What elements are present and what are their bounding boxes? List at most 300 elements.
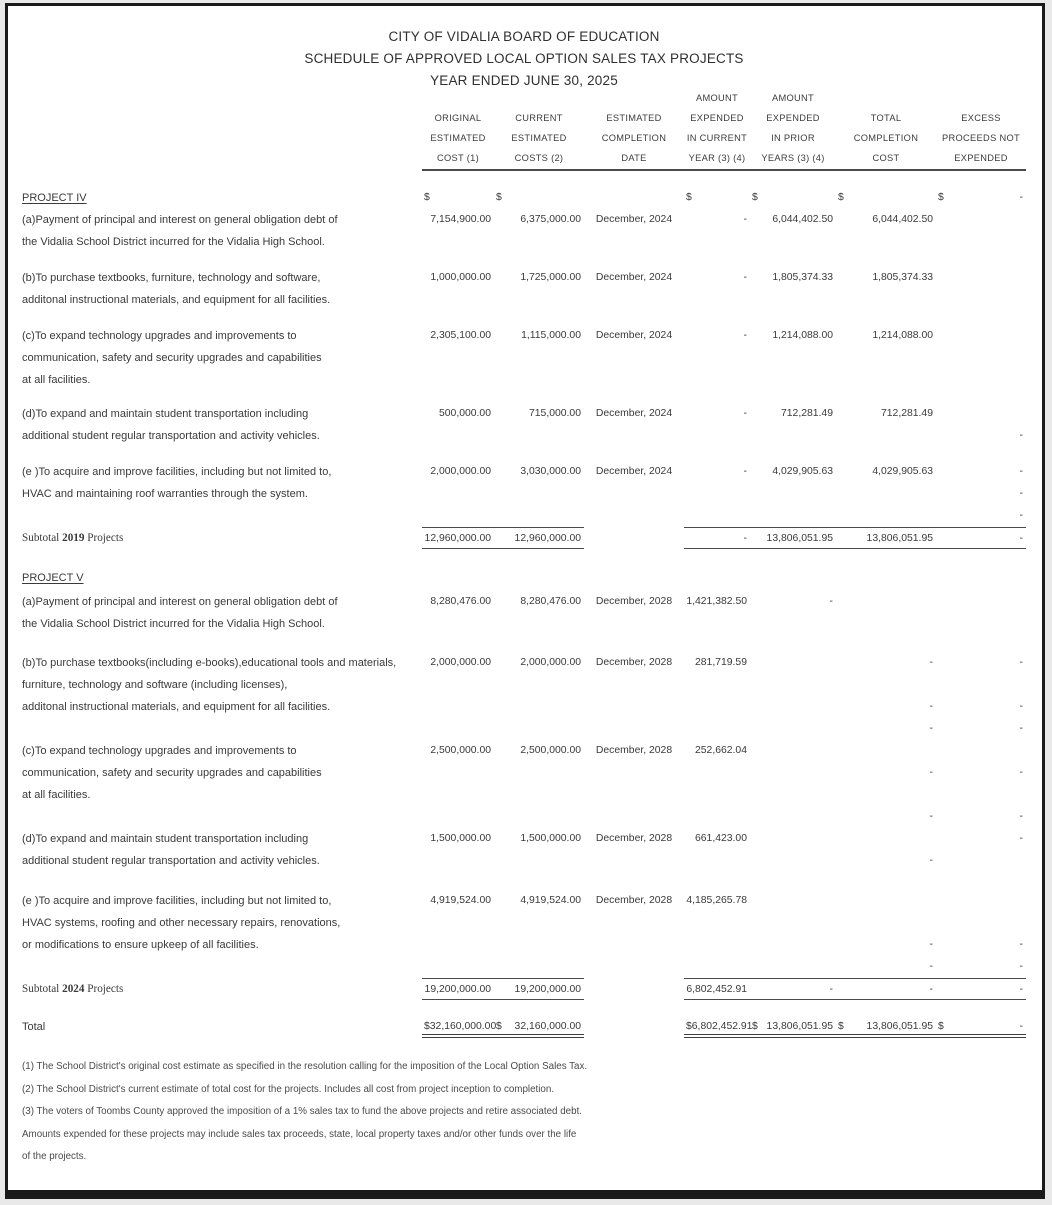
cell-c2 <box>494 850 584 872</box>
table-row <box>22 934 1026 956</box>
cell-c6: - <box>836 978 936 1000</box>
cell-c1 <box>422 613 494 635</box>
cell-c7 <box>936 187 1026 209</box>
row-description: (a)Payment of principal and interest on general obligation debt of <box>22 596 338 608</box>
table-row <box>22 187 1026 209</box>
table-row <box>22 613 1026 635</box>
dollar-sign: $ <box>938 1021 944 1032</box>
cell-c1: 1,000,000.00 <box>430 272 491 283</box>
cell-c4 <box>684 912 750 934</box>
row-description: additional student regular transportation and activity vehicles. <box>22 855 320 867</box>
column-header-line: YEARS (3) (4) <box>761 153 825 163</box>
row-description: PROJECT V <box>22 572 84 584</box>
cell-c6: 1,805,374.33 <box>872 272 933 283</box>
column-header-line: ESTIMATED <box>511 133 567 143</box>
cell-c6 <box>836 231 936 253</box>
cell-c4 <box>684 289 750 311</box>
cell-c4 <box>684 187 750 209</box>
cell-c4 <box>684 718 750 740</box>
column-header-line: PROCEEDS NOT <box>942 133 1020 143</box>
cell-c6 <box>836 425 936 447</box>
cell-c2 <box>494 613 584 635</box>
cell-c6 <box>836 369 936 391</box>
cell-c2: 1,725,000.00 <box>520 272 581 283</box>
table-row <box>22 784 1026 806</box>
cell-c2 <box>494 912 584 934</box>
cell-c6: - <box>929 855 933 866</box>
cell-c5: 1,805,374.33 <box>772 272 833 283</box>
row-description <box>22 527 422 549</box>
cell-c5 <box>750 740 836 762</box>
cell-c5: - <box>750 978 836 1000</box>
cell-c5: - <box>829 596 833 607</box>
row-description: the Vidalia School District incurred for the Vidalia High School. <box>22 236 325 248</box>
row-description: communication, safety and security upgrades and capabilities <box>22 352 322 364</box>
column-header-line: AMOUNT <box>695 93 739 103</box>
cell-c7 <box>936 591 1026 613</box>
table-row <box>22 806 1026 828</box>
column-header-line: IN PRIOR <box>771 133 815 143</box>
cell-c5: 13,806,051.95 <box>750 527 836 549</box>
cell-c1 <box>422 850 494 872</box>
table-row <box>22 978 1026 1000</box>
cell-value: 32,160,000.00 <box>514 1021 581 1032</box>
column-header <box>422 94 494 171</box>
footnote-line: Amounts expended for these projects may include sales tax proceeds, state, local property taxes and/or other funds over the life <box>22 1128 577 1140</box>
cell-c5 <box>750 674 836 696</box>
column-header-line: AMOUNT <box>771 93 815 103</box>
column-header-line: COMPLETION <box>601 133 667 143</box>
cell-c6 <box>836 289 936 311</box>
table-body <box>22 187 1026 1038</box>
cell-c5: 4,029,905.63 <box>772 466 833 477</box>
table-row <box>22 209 1026 231</box>
cell-c5 <box>750 912 836 934</box>
cell-c3: December, 2028 <box>595 833 673 844</box>
cell-c4: 4,185,265.78 <box>686 895 747 906</box>
cell-c3: December, 2024 <box>595 272 673 283</box>
cell-c5 <box>750 890 836 912</box>
cell-c5 <box>750 696 836 718</box>
cell-c4: 661,423.00 <box>694 833 747 844</box>
row-description: furniture, technology and software (including licenses), <box>22 679 288 691</box>
column-header-line: DATE <box>621 153 647 163</box>
cell-c3 <box>584 369 684 391</box>
column-header-line: COST (1) <box>436 153 479 163</box>
cell-c5 <box>750 806 836 828</box>
cell-c2: 8,280,476.00 <box>520 596 581 607</box>
cell-c2: 1,115,000.00 <box>521 330 581 341</box>
document-title <box>22 26 1026 92</box>
cell-c7 <box>936 369 1026 391</box>
cell-c5 <box>750 762 836 784</box>
dollar-sign: $ <box>496 1021 502 1032</box>
cell-c7: - <box>1019 430 1023 441</box>
dollar-sign: $ <box>424 1021 430 1032</box>
cell-c2: 6,375,000.00 <box>520 214 581 225</box>
cell-c1 <box>422 289 494 311</box>
cell-c1 <box>422 674 494 696</box>
row-description: the Vidalia School District incurred for the Vidalia High School. <box>22 618 325 630</box>
cell-c2 <box>494 762 584 784</box>
cell-c2: 1,500,000.00 <box>520 833 581 844</box>
table-row <box>22 1016 1026 1038</box>
column-header-line: IN CURRENT <box>686 133 748 143</box>
cell-c6 <box>836 740 936 762</box>
cell-c3 <box>584 527 684 549</box>
cell-c2: 19,200,000.00 <box>494 978 584 1000</box>
cell-c6 <box>836 912 936 934</box>
dollar-sign: $ <box>752 192 758 203</box>
cell-c7 <box>936 912 1026 934</box>
cell-c6: - <box>929 723 933 734</box>
row-description-segment: Subtotal <box>22 983 63 995</box>
cell-c5 <box>750 1016 836 1038</box>
cell-value: 13,806,051.95 <box>766 1021 833 1032</box>
cell-c4 <box>684 850 750 872</box>
row-description <box>22 956 422 978</box>
title-line-1: CITY OF VIDALIA BOARD OF EDUCATION <box>388 29 660 44</box>
footnote-line: (2) The School District's current estimate of total cost for the projects. Includes all cost from project inception to completion. <box>22 1083 555 1095</box>
table-row <box>22 425 1026 447</box>
cell-c3 <box>584 912 684 934</box>
table-row <box>22 461 1026 483</box>
cell-c2 <box>494 231 584 253</box>
cell-c3 <box>584 762 684 784</box>
cell-c2 <box>494 674 584 696</box>
cell-c3 <box>584 347 684 369</box>
cell-c2 <box>494 1016 584 1038</box>
column-header <box>684 94 750 171</box>
cell-c7: - <box>1019 701 1023 712</box>
table-row <box>22 483 1026 505</box>
cell-c7: - <box>1019 488 1023 499</box>
row-description: (c)To expand technology upgrades and improvements to <box>22 330 297 342</box>
cell-c3 <box>584 289 684 311</box>
table-row <box>22 369 1026 391</box>
table-row <box>22 289 1026 311</box>
description-column-header <box>22 94 422 169</box>
table-row <box>22 850 1026 872</box>
table-row <box>22 740 1026 762</box>
cell-c1: 2,305,100.00 <box>430 330 491 341</box>
cell-c3 <box>584 674 684 696</box>
cell-c1 <box>422 912 494 934</box>
cell-c4 <box>684 483 750 505</box>
cell-c7 <box>936 740 1026 762</box>
cell-c2 <box>494 425 584 447</box>
cell-c2 <box>494 483 584 505</box>
cell-c3 <box>584 718 684 740</box>
cell-c4: - <box>743 408 747 419</box>
cell-c6 <box>836 784 936 806</box>
column-header-line: ESTIMATED <box>430 133 486 143</box>
cell-c1 <box>422 696 494 718</box>
cell-c2 <box>494 567 584 589</box>
column-header-line: EXPENDED <box>766 113 820 123</box>
row-description: Total <box>22 1021 46 1033</box>
cell-c5 <box>750 567 836 589</box>
cell-c7 <box>936 1016 1026 1038</box>
cell-c4 <box>684 956 750 978</box>
cell-c7: - <box>1019 657 1023 668</box>
dollar-sign: $ <box>838 1021 844 1032</box>
dollar-sign: $ <box>424 192 430 203</box>
title-line-2: SCHEDULE OF APPROVED LOCAL OPTION SALES TAX PROJECTS <box>304 51 744 66</box>
cell-c7 <box>936 209 1026 231</box>
cell-c4: - <box>743 466 747 477</box>
cell-c1 <box>422 187 494 209</box>
cell-c3: December, 2024 <box>595 330 673 341</box>
cell-c1 <box>422 956 494 978</box>
cell-c2 <box>494 696 584 718</box>
footnote-line: (1) The School District's original cost estimate as specified in the resolution calling for the imposition of the Local Option Sales Tax. <box>22 1061 588 1072</box>
row-description: or modifications to ensure upkeep of all facilities. <box>22 939 259 951</box>
row-description <box>22 806 422 828</box>
cell-c4 <box>684 567 750 589</box>
cell-c4 <box>684 696 750 718</box>
cell-c1 <box>422 231 494 253</box>
cell-c5 <box>750 613 836 635</box>
cell-c1: 4,919,524.00 <box>430 895 491 906</box>
row-description: additonal instructional materials, and equipment for all facilities. <box>22 701 331 713</box>
cell-c6 <box>836 347 936 369</box>
cell-c6: - <box>929 767 933 778</box>
cell-c2 <box>494 369 584 391</box>
cell-c2 <box>494 289 584 311</box>
cell-c6: - <box>929 811 933 822</box>
column-header-line: COMPLETION <box>853 133 919 143</box>
footnotes <box>22 1056 1026 1169</box>
cell-c3 <box>584 934 684 956</box>
cell-c2: 715,000.00 <box>528 408 581 419</box>
cell-c3 <box>584 850 684 872</box>
footnote-line: (3) The voters of Toombs County approved the imposition of a 1% sales tax to fund the above projects and retire associated debt. <box>22 1106 583 1117</box>
cell-c1 <box>422 483 494 505</box>
table-row <box>22 403 1026 425</box>
cell-c2 <box>494 505 584 527</box>
cell-c2 <box>494 956 584 978</box>
cell-c1 <box>422 718 494 740</box>
cell-c4 <box>684 784 750 806</box>
cell-c5 <box>750 784 836 806</box>
row-description: PROJECT IV <box>22 192 87 204</box>
cell-c3: December, 2024 <box>595 214 673 225</box>
cell-c3: December, 2024 <box>595 408 673 419</box>
cell-c1 <box>422 505 494 527</box>
cell-c7: - <box>936 527 1026 549</box>
cell-c2 <box>494 934 584 956</box>
cell-c3 <box>584 483 684 505</box>
row-description: (e )To acquire and improve facilities, including but not limited to, <box>22 466 332 478</box>
cell-c3: December, 2028 <box>595 657 673 668</box>
row-description: at all facilities. <box>22 789 91 801</box>
cell-c1 <box>422 934 494 956</box>
cell-c7: - <box>1019 466 1023 477</box>
row-description: (d)To expand and maintain student transportation including <box>22 408 309 420</box>
row-description-segment: 2024 <box>62 983 85 995</box>
column-header <box>836 94 936 171</box>
cell-c3 <box>584 956 684 978</box>
cell-c5 <box>750 934 836 956</box>
document-page <box>5 3 1045 1199</box>
table-row <box>22 890 1026 912</box>
column-header-line: CURRENT <box>515 113 563 123</box>
cell-c6 <box>836 1016 936 1038</box>
cell-c2: 4,919,524.00 <box>520 895 581 906</box>
cell-c1: 500,000.00 <box>438 408 491 419</box>
cell-c4 <box>684 613 750 635</box>
table-row <box>22 267 1026 289</box>
cell-c4: - <box>743 330 747 341</box>
cell-c7 <box>936 567 1026 589</box>
column-header-line: COSTS (2) <box>514 153 564 163</box>
cell-c7 <box>936 347 1026 369</box>
cell-c7: - <box>936 978 1026 1000</box>
cell-c5 <box>750 850 836 872</box>
row-description: (b)To purchase textbooks(including e-books),educational tools and materials, <box>22 657 397 669</box>
column-header-line: ESTIMATED <box>606 113 662 123</box>
table-row <box>22 231 1026 253</box>
row-description-segment: Subtotal <box>22 532 63 544</box>
cell-c6 <box>836 187 936 209</box>
table-row <box>22 696 1026 718</box>
cell-c6: - <box>929 961 933 972</box>
column-header <box>750 94 836 171</box>
cell-c2 <box>494 347 584 369</box>
cell-c3 <box>584 978 684 1000</box>
row-description-segment: Projects <box>84 532 124 544</box>
cell-c6: 712,281.49 <box>880 408 933 419</box>
table-row <box>22 591 1026 613</box>
cell-c5 <box>750 718 836 740</box>
row-description <box>22 718 422 740</box>
cell-c1 <box>422 1016 497 1038</box>
title-line-3: YEAR ENDED JUNE 30, 2025 <box>430 73 618 88</box>
cell-c6 <box>836 505 936 527</box>
row-description: communication, safety and security upgrades and capabilities <box>22 767 322 779</box>
cell-c1: 2,000,000.00 <box>430 466 491 477</box>
cell-c1: 2,000,000.00 <box>430 657 491 668</box>
cell-c3: December, 2028 <box>595 895 673 906</box>
cell-c3 <box>584 567 684 589</box>
cell-c2 <box>494 806 584 828</box>
column-header-line: EXCESS <box>961 113 1001 123</box>
cell-c3 <box>584 613 684 635</box>
cell-c6 <box>836 674 936 696</box>
cell-c1 <box>422 347 494 369</box>
cell-c3 <box>584 1016 684 1038</box>
column-headers <box>22 94 1026 171</box>
column-header-line: EXPENDED <box>690 113 744 123</box>
dollar-sign: $ <box>686 1021 692 1032</box>
table-row <box>22 527 1026 549</box>
cell-c3 <box>584 187 684 209</box>
dollar-sign: $ <box>938 192 944 203</box>
row-description <box>22 505 422 527</box>
cell-c7: - <box>1019 939 1023 950</box>
cell-c6 <box>836 828 936 850</box>
cell-c5 <box>750 956 836 978</box>
row-description: additional student regular transportation and activity vehicles. <box>22 430 320 442</box>
cell-c7 <box>936 289 1026 311</box>
cell-c6: 1,214,088.00 <box>872 330 933 341</box>
cell-c5 <box>750 347 836 369</box>
cell-c1 <box>422 762 494 784</box>
cell-c6: 13,806,051.95 <box>836 527 936 549</box>
row-description: at all facilities. <box>22 374 91 386</box>
cell-c3: December, 2028 <box>595 596 673 607</box>
cell-c4: - <box>743 214 747 225</box>
cell-c7: - <box>1019 811 1023 822</box>
cell-c5 <box>750 289 836 311</box>
cell-c5 <box>750 483 836 505</box>
cell-c3 <box>584 425 684 447</box>
dollar-sign: $ <box>752 1021 758 1032</box>
table-row <box>22 652 1026 674</box>
cell-c5 <box>750 187 836 209</box>
table-row <box>22 828 1026 850</box>
cell-c7 <box>936 231 1026 253</box>
cell-c4: - <box>684 527 750 549</box>
table-row <box>22 674 1026 696</box>
row-description: (e )To acquire and improve facilities, including but not limited to, <box>22 895 332 907</box>
cell-c6: - <box>929 939 933 950</box>
cell-c1: 1,500,000.00 <box>430 833 491 844</box>
cell-c6: 4,029,905.63 <box>872 466 933 477</box>
cell-c4: - <box>743 272 747 283</box>
table-row <box>22 567 1026 589</box>
cell-c5 <box>750 369 836 391</box>
cell-c2: 3,030,000.00 <box>520 466 581 477</box>
column-header <box>494 94 584 171</box>
cell-c5 <box>750 425 836 447</box>
cell-c2: 2,000,000.00 <box>520 657 581 668</box>
cell-c3 <box>584 784 684 806</box>
column-header-line: YEAR (3) (4) <box>688 153 746 163</box>
cell-c1 <box>422 567 494 589</box>
cell-c4: 6,802,452.91 <box>684 978 750 1000</box>
cell-c1 <box>422 784 494 806</box>
cell-c4: 281,719.59 <box>694 657 747 668</box>
column-header-line: COST <box>872 153 900 163</box>
cell-c3: December, 2028 <box>595 745 673 756</box>
cell-c6 <box>836 567 936 589</box>
cell-c4 <box>684 369 750 391</box>
cell-c4 <box>684 806 750 828</box>
cell-c5: 6,044,402.50 <box>772 214 833 225</box>
cell-c1 <box>422 806 494 828</box>
cell-c5: 1,214,088.00 <box>772 330 833 341</box>
row-description: (a)Payment of principal and interest on general obligation debt of <box>22 214 338 226</box>
row-description: (b)To purchase textbooks, furniture, technology and software, <box>22 272 321 284</box>
row-description-segment: Projects <box>84 983 124 995</box>
cell-c4 <box>684 1016 753 1038</box>
cell-c7 <box>936 325 1026 347</box>
table-row <box>22 762 1026 784</box>
footnote-line: of the projects. <box>22 1151 87 1162</box>
cell-c1 <box>422 369 494 391</box>
cell-c1 <box>422 425 494 447</box>
cell-c6 <box>836 613 936 635</box>
cell-c7 <box>936 674 1026 696</box>
cell-c7: - <box>1019 833 1023 844</box>
cell-value: 13,806,051.95 <box>866 1021 933 1032</box>
column-header <box>936 94 1026 171</box>
cell-c2 <box>494 784 584 806</box>
row-description-segment: 2019 <box>62 532 85 544</box>
row-description: additonal instructional materials, and equipment for all facilities. <box>22 294 331 306</box>
